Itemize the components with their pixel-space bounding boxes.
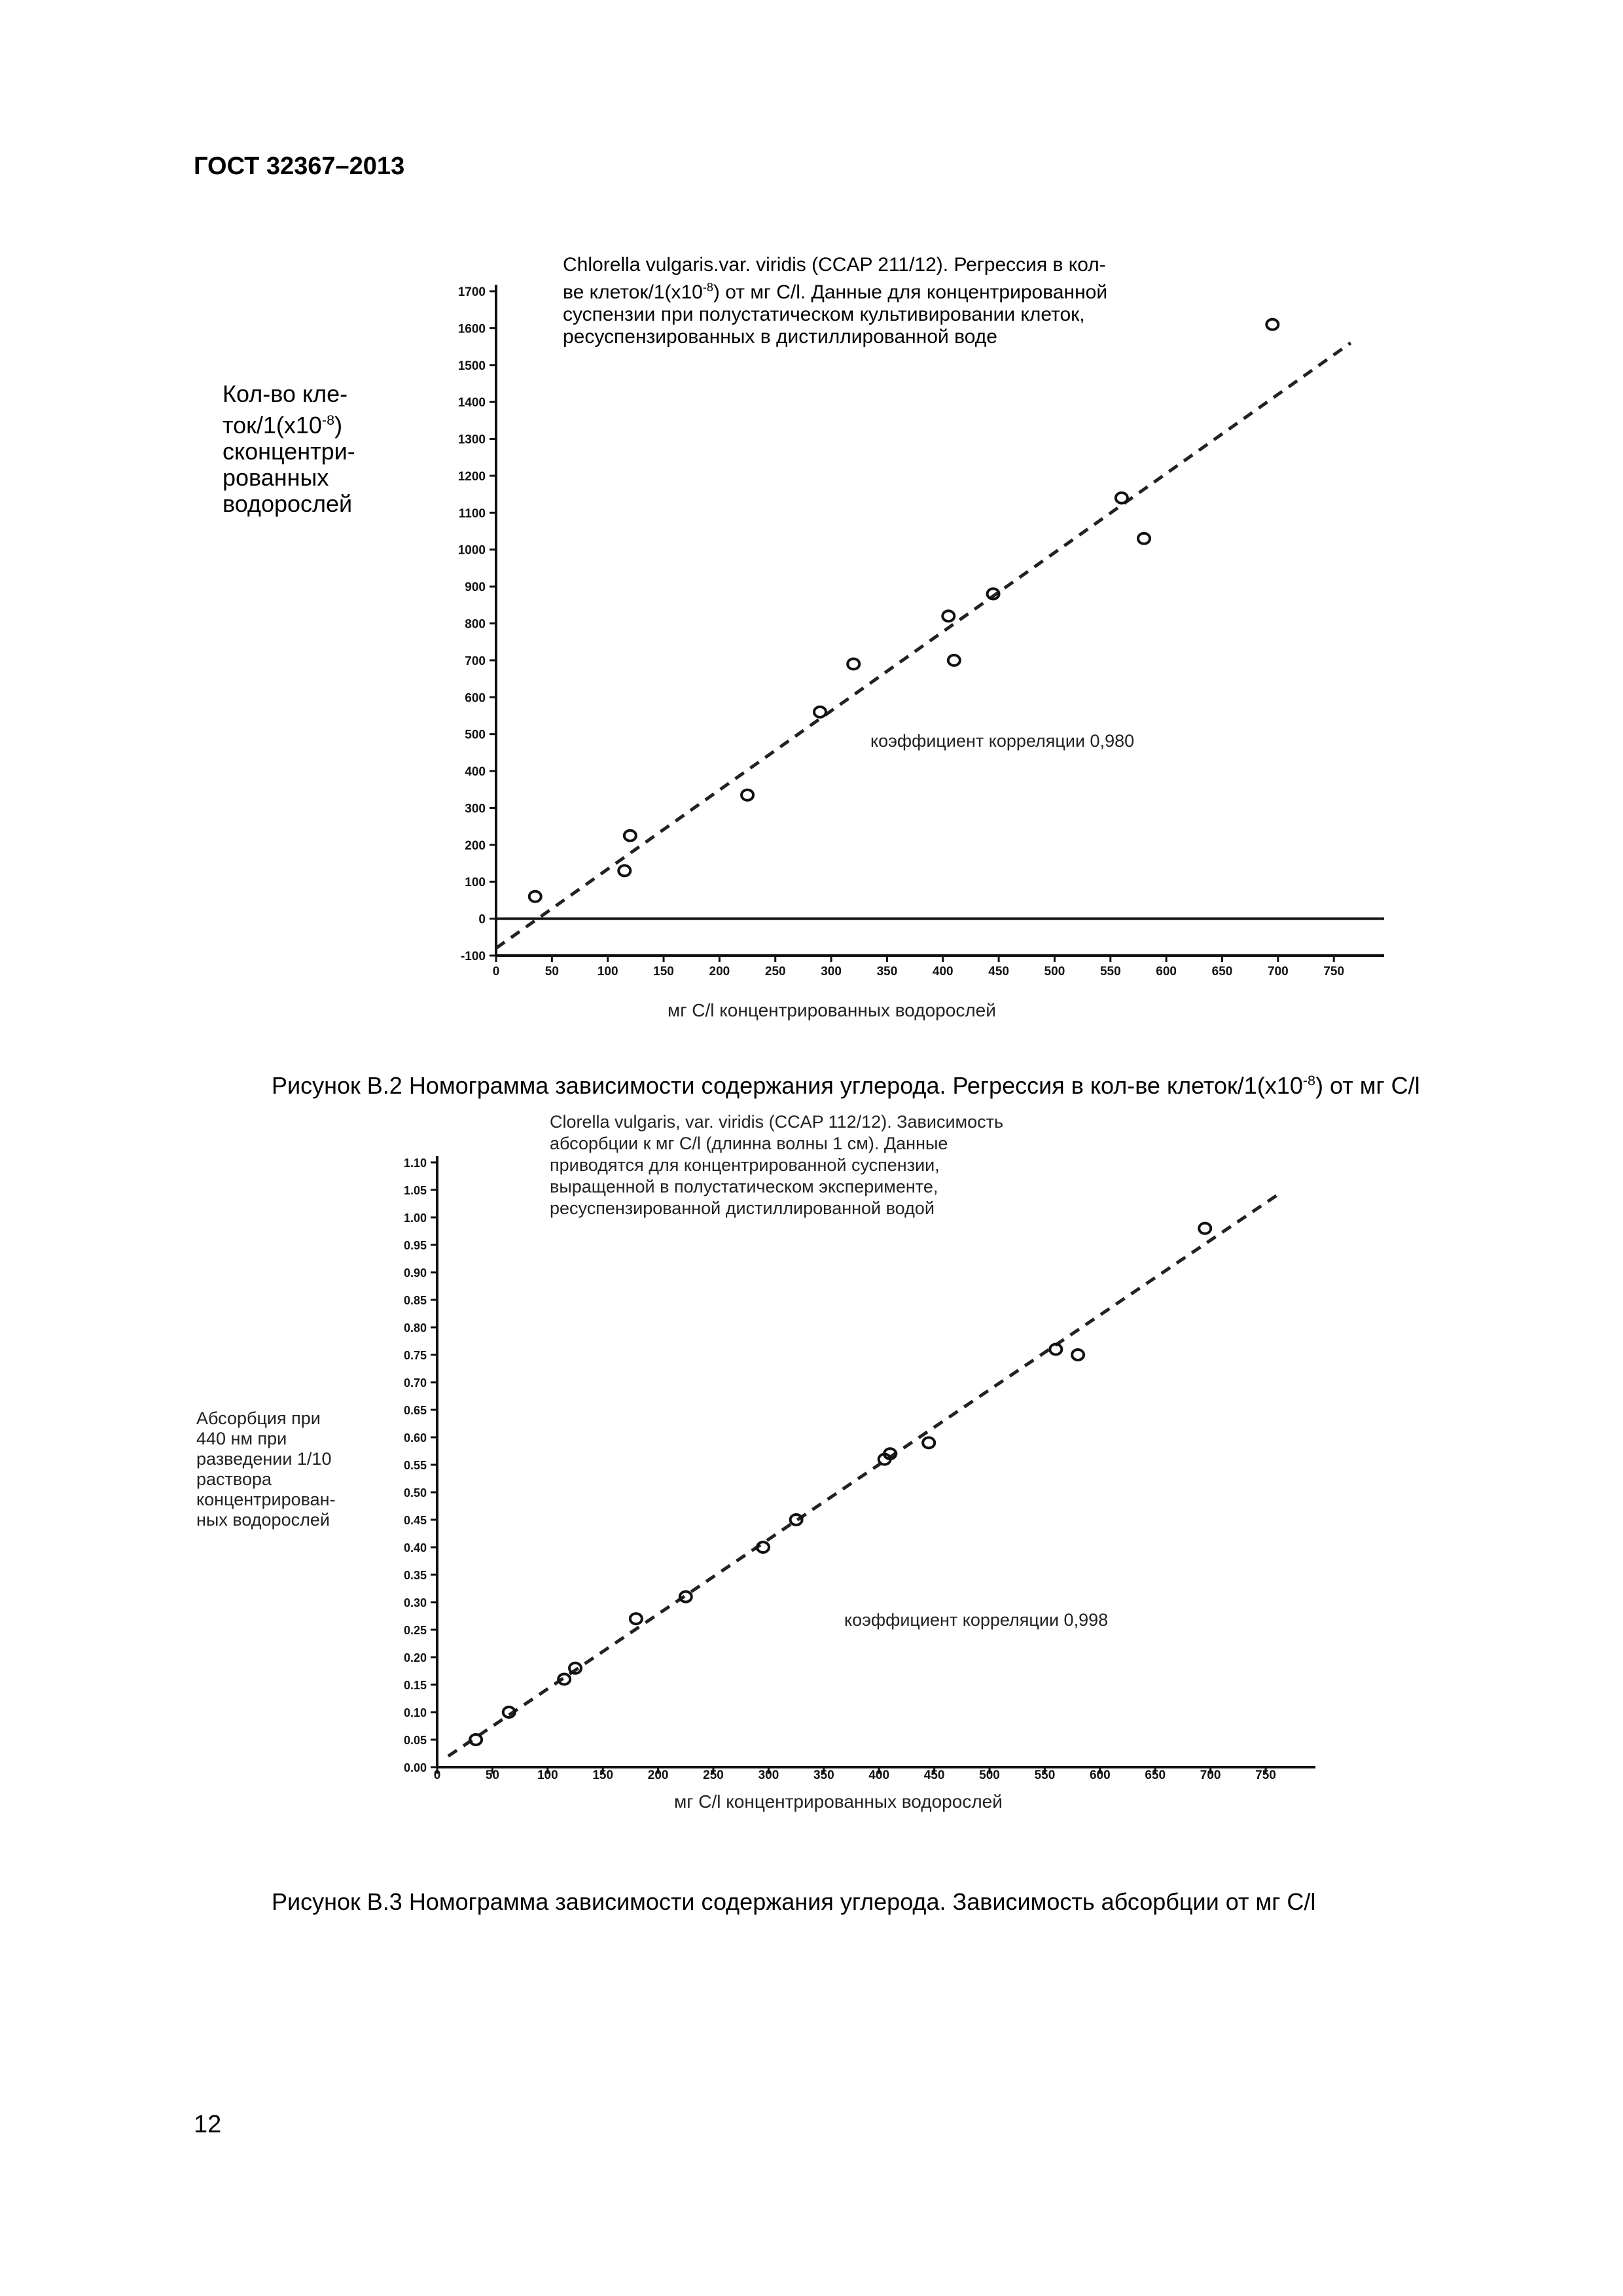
chart-1-data-point [942, 611, 954, 621]
chart-1-x-tick-label: 450 [988, 965, 1009, 978]
chart-2-y-tick-label: 0.75 [403, 1349, 427, 1362]
chart-1-x-tick-label: 0 [492, 965, 500, 978]
chart-2-y-tick-label: 0.90 [403, 1266, 427, 1280]
chart-1-y-tick-label: 1100 [458, 507, 486, 521]
chart-1-x-tick-label: 50 [544, 965, 559, 978]
chart-2-x-tick-label: 50 [485, 1768, 499, 1782]
chart-2-y-tick-label: 0.20 [403, 1651, 427, 1664]
ylabel-line: 440 нм при [196, 1429, 287, 1448]
chart-1-y-tick-label: 1000 [457, 543, 486, 558]
chart-1-data-point [948, 655, 960, 666]
chart-1-y-tick-label: 500 [465, 728, 486, 742]
chart-1-x-tick-label: 600 [1156, 965, 1177, 978]
chart-2-y-tick-label: 0.05 [403, 1734, 427, 1747]
chart-1-y-tick-label: 1700 [457, 285, 486, 299]
chart-1-y-tick-label: 100 [465, 876, 486, 890]
chart-2-y-tick-label: 0.30 [403, 1596, 427, 1609]
chart-1-x-tick-label: 750 [1323, 965, 1345, 978]
chart-1-y-tick-label: 600 [465, 691, 486, 706]
title-sup: -8 [702, 281, 713, 294]
chart-2-y-tick-label: 0.65 [403, 1404, 427, 1417]
chart-1-x-tick-label: 150 [653, 965, 674, 978]
chart-1-x-tick-label: 200 [709, 965, 730, 978]
chart-1-title-line: ресуспензированных в дистиллированной воде [563, 326, 997, 348]
figure-3-caption: Рисунок В.3 Номограмма зависимости содержания углерода. Зависимость абсорбции от мг С/l [272, 1888, 1316, 1915]
chart-1-x-tick-label: 100 [597, 965, 618, 978]
chart-1-y-tick-label: 800 [465, 617, 486, 632]
chart-1-y-tick-label: 1400 [457, 396, 486, 410]
ylabel-text: ток/1(х10 [223, 412, 322, 439]
chart-1-x-tick-label: 250 [764, 965, 786, 978]
ylabel-line: разведении 1/10 [196, 1449, 332, 1469]
ylabel-line: рованных [223, 464, 329, 491]
chart-1-data-point [814, 707, 826, 717]
chart-1-y-tick-label: 1200 [457, 469, 486, 484]
chart-2-y-tick-label: 0.70 [403, 1376, 427, 1390]
chart-1-y-tick-label: 1300 [457, 433, 486, 447]
chart-2-y-tick-label: 0.95 [403, 1239, 427, 1252]
chart-1-title-line: Chlorella vulgaris.var. viridis (CCAP 211/12). Регрессия в кол- [563, 254, 1106, 276]
chart-1-data-point [741, 790, 753, 800]
chart-2-x-tick-label: 450 [923, 1768, 945, 1782]
chart-2-y-tick-label: 0.85 [403, 1294, 427, 1307]
chart-2-y-tick-label: 0.10 [403, 1706, 427, 1719]
chart-2-title-line: ресуспензированной дистиллированной водой [550, 1198, 935, 1218]
chart-1-x-axis-label: мг С/l концентрированных водорослей [668, 1000, 996, 1020]
chart-2-x-tick-label: 150 [592, 1768, 614, 1782]
ylabel-text: ) [334, 412, 343, 439]
caption-sup: -8 [1302, 1072, 1316, 1088]
chart-2-title-line: абсорбции к мг С/l (длинна волны 1 см). Данные [550, 1134, 948, 1153]
chart-1-data-point [529, 891, 541, 902]
chart-2-x-tick-label: 400 [868, 1768, 890, 1782]
ylabel-line: водорослей [223, 490, 353, 517]
ylabel-line: раствора [196, 1469, 272, 1489]
chart-2-x-tick-label: 750 [1255, 1768, 1276, 1782]
chart-2-x-axis-label: мг С/l концентрированных водорослей [674, 1791, 1003, 1812]
chart-1-title-line: суспензии при полустатическом культивировании клеток, [563, 304, 1085, 325]
chart-1-regression-line [496, 343, 1351, 948]
chart-2-x-tick-label: 300 [758, 1768, 779, 1782]
chart-2-y-tick-label: 0.40 [403, 1541, 427, 1554]
ylabel-line: Кол-во кле- [223, 380, 348, 407]
chart-1-data-point [618, 865, 630, 876]
chart-2-title-line: выращенной в полустатическом эксперименте, [550, 1177, 938, 1196]
chart-1-y-tick-label: 200 [465, 838, 486, 853]
chart-2-x-tick-label: 550 [1034, 1768, 1056, 1782]
chart-2-x-tick-label: 100 [537, 1768, 558, 1782]
chart-2-y-tick-label: 0.45 [403, 1514, 427, 1527]
ylabel-line: ных водорослей [196, 1510, 330, 1530]
chart-2-data-point [630, 1613, 642, 1624]
chart-1-data-point [1116, 493, 1128, 503]
ylabel-line: сконцентри- [223, 438, 355, 465]
chart-1-y-tick-label: 400 [465, 765, 486, 780]
chart-1-x-tick-label: 500 [1044, 965, 1065, 978]
chart-2-title-line: приводятся для концентрированной суспензии, [550, 1155, 940, 1175]
chart-2-y-tick-label: 0.60 [403, 1431, 427, 1444]
chart-2-data-point [1072, 1350, 1084, 1360]
chart-2-x-tick-label: 350 [813, 1768, 834, 1782]
chart-2-x-tick-label: 250 [703, 1768, 724, 1782]
chart-2-y-tick-label: 1.05 [403, 1184, 427, 1197]
document-header: ГОСТ 32367–2013 [194, 152, 405, 180]
chart-2-x-tick-label: 650 [1145, 1768, 1166, 1782]
chart-1-y-tick-label: 1600 [457, 322, 486, 336]
chart-1-data-point [1138, 533, 1150, 544]
chart-2-y-tick-label: 0.35 [403, 1569, 427, 1582]
chart-1-y-tick-label: 300 [465, 802, 486, 816]
chart-2-y-tick-label: 1.10 [403, 1157, 427, 1170]
chart-1-data-point [624, 831, 636, 841]
chart-1-data-point [1266, 319, 1278, 330]
chart-1-data-point [847, 659, 859, 670]
chart-1-x-tick-label: 400 [932, 965, 954, 978]
chart-1-x-tick-label: 700 [1267, 965, 1289, 978]
chart-1-y-tick-label: 900 [465, 581, 486, 595]
chart-2-data-point [1199, 1223, 1211, 1234]
chart-2-x-tick-label: 200 [647, 1768, 669, 1782]
chart-1-y-tick-label: 1500 [457, 359, 486, 373]
chart-1-x-tick-label: 300 [821, 965, 842, 978]
chart-2-x-tick-label: 0 [433, 1768, 441, 1782]
caption-text: ) от мг С/l [1315, 1072, 1420, 1099]
chart-1-y-tick-label: 0 [478, 912, 486, 927]
chart-2-y-tick-label: 0.80 [403, 1321, 427, 1335]
caption-text: Рисунок В.2 Номограмма зависимости содержания углерода. Регрессия в кол-ве клеток/1(х10 [272, 1072, 1303, 1099]
chart-2-y-tick-label: 1.00 [403, 1211, 427, 1225]
chart-2-x-tick-label: 600 [1089, 1768, 1111, 1782]
ylabel-line: концентрирован- [196, 1490, 336, 1509]
chart-2-y-tick-label: 0.50 [403, 1486, 427, 1499]
title-text: ве клеток/1(х10 [563, 281, 703, 303]
chart-1-correlation: коэффициент корреляции 0,980 [870, 731, 1135, 751]
chart-2-x-tick-label: 500 [979, 1768, 1000, 1782]
chart-2-correlation: коэффициент корреляции 0,998 [844, 1610, 1109, 1630]
chart-2-x-tick-label: 700 [1200, 1768, 1221, 1782]
chart-1-y-tick-label: -100 [460, 950, 486, 963]
title-text: ) от мг С/l. Данные для концентрированной [713, 281, 1108, 303]
chart-1-x-tick-label: 350 [876, 965, 898, 978]
page-number: 12 [194, 2111, 222, 2138]
chart-2-title-line: Clorella vulgaris, var. viridis (CCAP 112/12). Зависимость [550, 1112, 1004, 1132]
chart-2-y-tick-label: 0.55 [403, 1459, 427, 1472]
chart-1-x-tick-label: 550 [1099, 965, 1121, 978]
chart-1-y-tick-label: 700 [465, 654, 486, 668]
ylabel-sup: -8 [321, 412, 335, 428]
chart-2-y-tick-label: 0.00 [403, 1761, 427, 1774]
chart-2-y-tick-label: 0.25 [403, 1624, 427, 1637]
chart-2-y-tick-label: 0.15 [403, 1679, 427, 1692]
ylabel-line: Абсорбция при [196, 1408, 321, 1428]
chart-2-data-point [923, 1437, 935, 1448]
chart-1-x-tick-label: 650 [1211, 965, 1233, 978]
